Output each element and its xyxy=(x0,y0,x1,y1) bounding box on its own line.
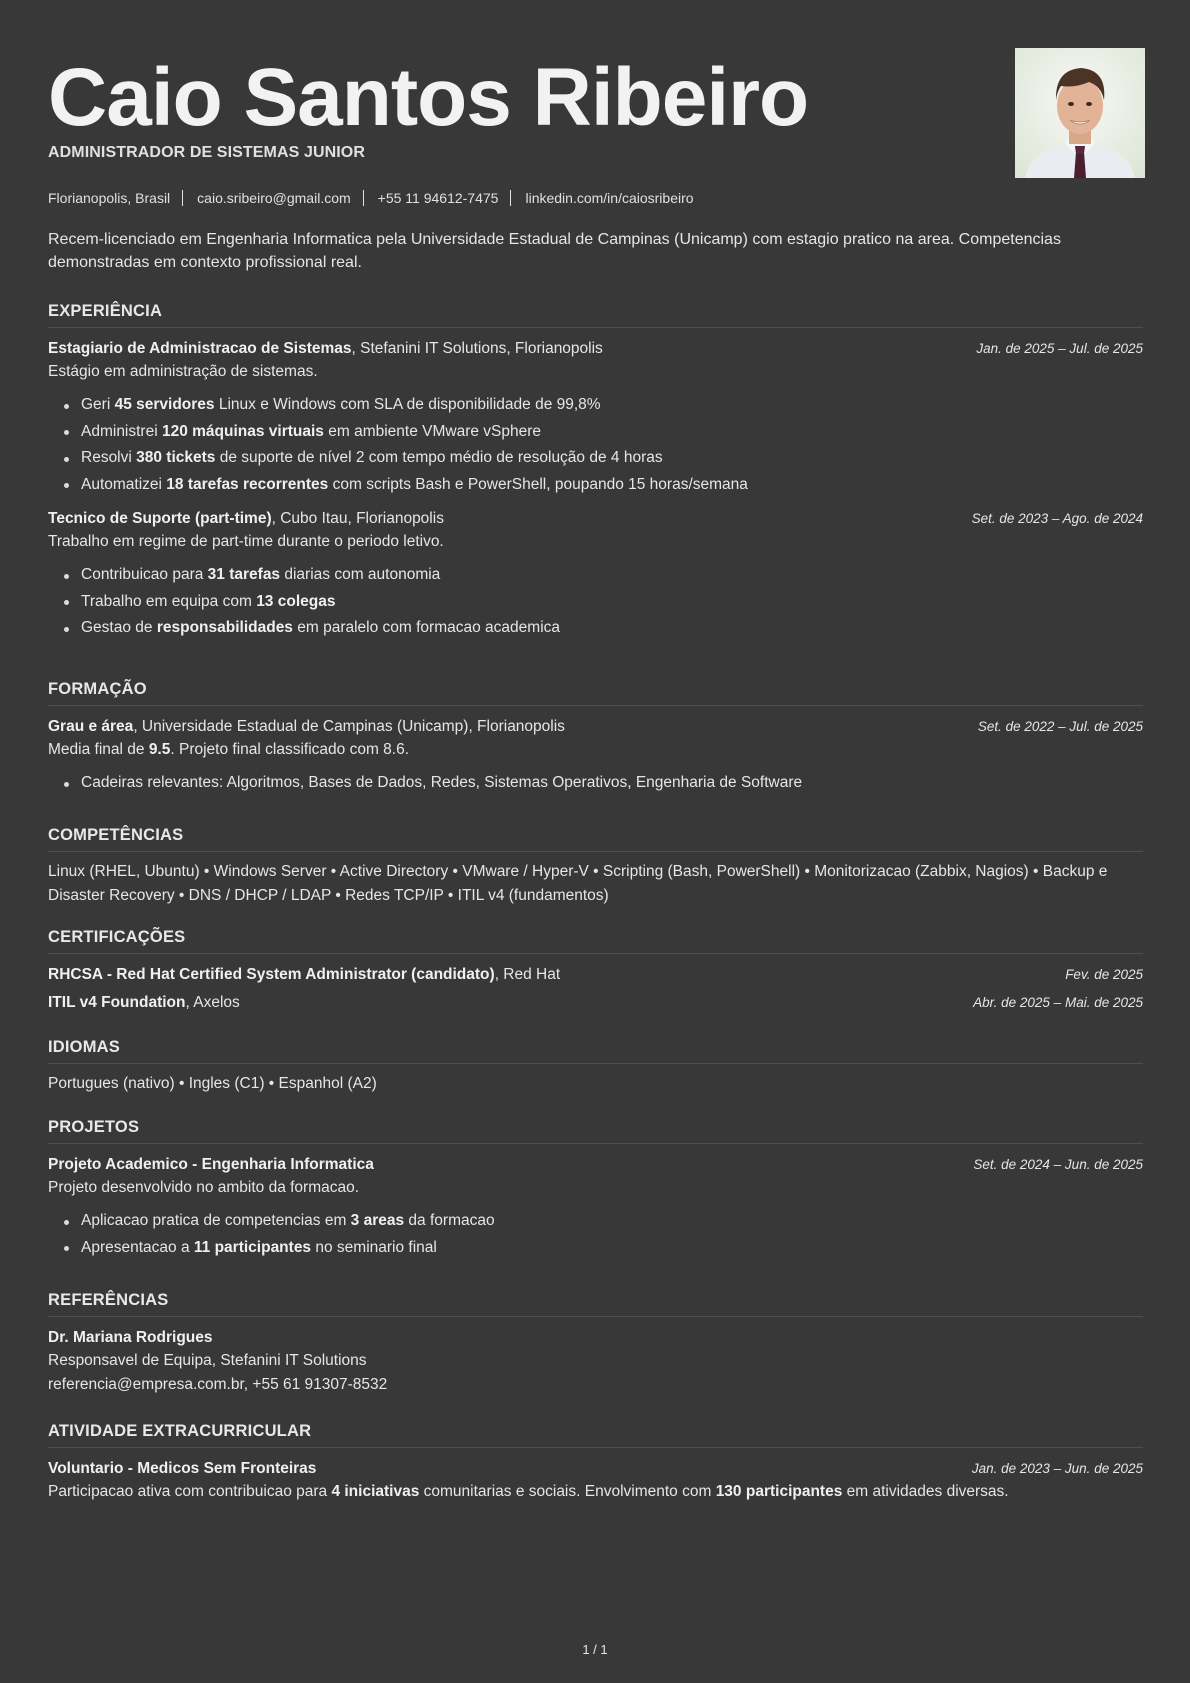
reference-name: Dr. Mariana Rodrigues xyxy=(48,1329,213,1346)
section-title: IDIOMAS xyxy=(48,1038,1143,1064)
contact-linkedin[interactable]: linkedin.com/in/caiosribeiro xyxy=(525,190,694,206)
section-projects xyxy=(48,1118,1143,1261)
list-item: Resolvi 380 tickets de suporte de nível 2 com tempo médio de resolução de 4 horas xyxy=(48,445,1143,472)
contact-location: Florianopolis, Brasil xyxy=(48,190,171,206)
list-item: Automatizei 18 tarefas recorrentes com scripts Bash e PowerShell, poupando 15 horas/semana xyxy=(48,472,1143,499)
entry-date: Fev. de 2025 xyxy=(1065,967,1143,982)
divider xyxy=(363,190,364,206)
section-title: CERTIFICAÇÕES xyxy=(48,928,1143,954)
entry-description: Trabalho em regime de part-time durante o periodo letivo. xyxy=(48,533,444,550)
list-item: Gestao de responsabilidades em paralelo com formacao academica xyxy=(48,615,1143,642)
list-item: Trabalho em equipa com 13 colegas xyxy=(48,589,1143,616)
bullet-list xyxy=(48,562,1143,642)
contact-phone[interactable]: +55 11 94612-7475 xyxy=(377,190,499,206)
section-education xyxy=(48,680,1143,797)
bullet-list xyxy=(48,392,1143,498)
entry-date: Jan. de 2023 – Jun. de 2025 xyxy=(971,1461,1143,1476)
page-number: 1 / 1 xyxy=(582,1642,608,1657)
section-certifications xyxy=(48,928,1143,1014)
entry-title: Estagiario de Administracao de Sistemas, Stefanini IT Solutions, Florianopolis xyxy=(48,340,603,357)
section-extracurricular xyxy=(48,1422,1143,1504)
entry-title: Grau e área, Universidade Estadual de Campinas (Unicamp), Florianopolis xyxy=(48,718,565,735)
section-title: FORMAÇÃO xyxy=(48,680,1143,706)
section-title: PROJETOS xyxy=(48,1118,1143,1144)
certification-entry xyxy=(48,992,1143,1014)
reference-role: Responsavel de Equipa, Stefanini IT Solutions xyxy=(48,1352,367,1369)
experience-entry xyxy=(48,338,1143,498)
section-references xyxy=(48,1291,1143,1397)
portrait-icon xyxy=(1015,48,1145,178)
entry-description: Participacao ativa com contribuicao para 4 iniciativas comunitarias e sociais. Envolvimento com 130 participantes em atividades diversas. xyxy=(48,1483,1009,1500)
entry-title: RHCSA - Red Hat Certified System Administrator (candidato), Red Hat xyxy=(48,966,561,983)
professional-summary: Recem-licenciado em Engenharia Informatica pela Universidade Estadual de Campinas (Unicamp) com estagio pratico na area. Competencias demonstradas em contexto profissional real. xyxy=(48,231,1061,271)
list-item: Cadeiras relevantes: Algoritmos, Bases de Dados, Redes, Sistemas Operativos, Engenharia de Software xyxy=(48,770,1143,797)
certification-entry xyxy=(48,964,1143,986)
entry-title: Tecnico de Suporte (part-time), Cubo Itau, Florianopolis xyxy=(48,510,444,527)
entry-date: Jan. de 2025 – Jul. de 2025 xyxy=(976,341,1143,356)
job-title: ADMINISTRADOR DE SISTEMAS JUNIOR xyxy=(48,144,365,161)
entry-description: Projeto desenvolvido no ambito da formacao. xyxy=(48,1179,360,1196)
entry-date: Set. de 2024 – Jun. de 2025 xyxy=(973,1157,1143,1172)
reference-contact: referencia@empresa.com.br, +55 61 91307-8532 xyxy=(48,1376,388,1393)
contact-email[interactable]: caio.sribeiro@gmail.com xyxy=(197,190,351,206)
languages-list: Portugues (nativo) • Ingles (C1) • Espanhol (A2) xyxy=(48,1075,377,1092)
entry-date: Set. de 2023 – Ago. de 2024 xyxy=(971,511,1143,526)
entry-date: Set. de 2022 – Jul. de 2025 xyxy=(977,719,1143,734)
entry-date: Abr. de 2025 – Mai. de 2025 xyxy=(973,995,1143,1010)
section-title: ATIVIDADE EXTRACURRICULAR xyxy=(48,1422,1143,1448)
bullet-list xyxy=(48,770,1143,797)
list-item: Administrei 120 máquinas virtuais em ambiente VMware vSphere xyxy=(48,419,1143,446)
entry-title: Voluntario - Medicos Sem Fronteiras xyxy=(48,1460,317,1477)
skills-list: Linux (RHEL, Ubuntu) • Windows Server • Active Directory • VMware / Hyper-V • Scripting (Bash, PowerShell) • Monitorizacao (Zabbix, Nagios) • Backup e Disaster Recovery • DNS / DHCP / LDAP • Redes TCP/IP • ITIL v4 (fundamentos) xyxy=(48,863,1108,904)
list-item: Apresentacao a 11 participantes no seminario final xyxy=(48,1235,1143,1262)
divider xyxy=(182,190,183,206)
entry-description: Estágio em administração de sistemas. xyxy=(48,363,318,380)
entry-title: Projeto Academico - Engenharia Informatica xyxy=(48,1156,374,1173)
experience-entry xyxy=(48,508,1143,642)
section-experience xyxy=(48,302,1143,642)
list-item: Geri 45 servidores Linux e Windows com SLA de disponibilidade de 99,8% xyxy=(48,392,1143,419)
section-languages xyxy=(48,1038,1143,1096)
section-title: REFERÊNCIAS xyxy=(48,1291,1143,1317)
entry-description: Media final de 9.5. Projeto final classificado com 8.6. xyxy=(48,741,410,758)
candidate-name: Caio Santos Ribeiro xyxy=(48,52,809,143)
profile-photo xyxy=(1015,48,1145,178)
section-skills xyxy=(48,826,1143,908)
divider xyxy=(510,190,511,206)
list-item: Contribuicao para 31 tarefas diarias com autonomia xyxy=(48,562,1143,589)
bullet-list xyxy=(48,1208,1143,1261)
list-item: Aplicacao pratica de competencias em 3 areas da formacao xyxy=(48,1208,1143,1235)
section-title: COMPETÊNCIAS xyxy=(48,826,1143,852)
entry-title: ITIL v4 Foundation, Axelos xyxy=(48,994,240,1011)
contact-line xyxy=(48,190,694,206)
section-title: EXPERIÊNCIA xyxy=(48,302,1143,328)
